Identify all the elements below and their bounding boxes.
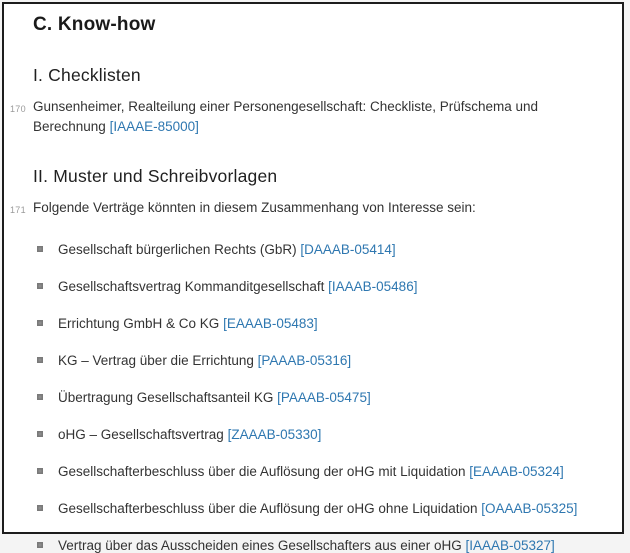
list-item	[37, 242, 604, 257]
document-link[interactable]: [OAAAB-05325]	[481, 501, 578, 516]
paragraph-171	[10, 198, 563, 218]
document-link[interactable]: [PAAAB-05316]	[257, 353, 352, 368]
list-item	[37, 279, 604, 294]
list-item	[37, 427, 604, 442]
list-item-text: Vertrag über das Ausscheiden eines Gesellschafters aus einer oHG	[58, 538, 462, 553]
list-item-text: KG – Vertrag über die Errichtung	[58, 353, 254, 368]
square-bullet-icon	[37, 431, 43, 437]
list-item-text: Errichtung GmbH & Co KG	[58, 316, 220, 331]
list-item-text: Gesellschafterbeschluss über die Auflösung der oHG mit Liquidation	[58, 464, 466, 479]
list-item-text: Übertragung Gesellschaftsanteil KG	[58, 390, 274, 405]
margin-number: 171	[10, 205, 26, 215]
list-item	[37, 464, 604, 479]
document-link[interactable]: [EAAAB-05483]	[223, 316, 318, 331]
square-bullet-icon	[37, 320, 43, 326]
document-link[interactable]: [IAAAB-05486]	[328, 279, 418, 294]
section-heading-checklisten: I. Checklisten	[33, 65, 141, 85]
paragraph-text: Folgende Verträge könnten in diesem Zusammenhang von Interesse sein:	[33, 200, 476, 215]
list-item	[37, 390, 604, 405]
list-item	[37, 538, 604, 553]
paragraph-170	[10, 97, 563, 137]
square-bullet-icon	[37, 283, 43, 289]
section-heading-muster: II. Muster und Schreibvorlagen	[33, 166, 278, 186]
list-item-text: Gesellschaftsvertrag Kommanditgesellschaft	[58, 279, 325, 294]
document-link[interactable]: [IAAAE-85000]	[109, 119, 199, 134]
list-item	[37, 353, 604, 368]
square-bullet-icon	[37, 246, 43, 252]
list-item	[37, 316, 604, 331]
contract-list	[33, 242, 604, 553]
list-item	[37, 501, 604, 516]
square-bullet-icon	[37, 394, 43, 400]
document-link[interactable]: [ZAAAB-05330]	[227, 427, 322, 442]
square-bullet-icon	[37, 542, 43, 548]
document-link[interactable]: [IAAAB-05327]	[465, 538, 555, 553]
square-bullet-icon	[37, 357, 43, 363]
list-item-text: Gesellschaft bürgerlichen Rechts (GbR)	[58, 242, 297, 257]
document-link[interactable]: [PAAAB-05475]	[277, 390, 371, 405]
list-item-text: Gesellschafterbeschluss über die Auflösung der oHG ohne Liquidation	[58, 501, 478, 516]
paragraph-text: Gunsenheimer, Realteilung einer Personengesellschaft: Checkliste, Prüfschema und Berechnung	[33, 99, 539, 134]
document-link[interactable]: [EAAAB-05324]	[469, 464, 564, 479]
document-link[interactable]: [DAAAB-05414]	[300, 242, 396, 257]
square-bullet-icon	[37, 468, 43, 474]
page-title: C. Know-how	[33, 14, 156, 35]
list-item-text: oHG – Gesellschaftsvertrag	[58, 427, 224, 442]
square-bullet-icon	[37, 505, 43, 511]
document-content	[4, 4, 622, 553]
document-frame	[2, 2, 624, 553]
margin-number: 170	[10, 104, 26, 114]
